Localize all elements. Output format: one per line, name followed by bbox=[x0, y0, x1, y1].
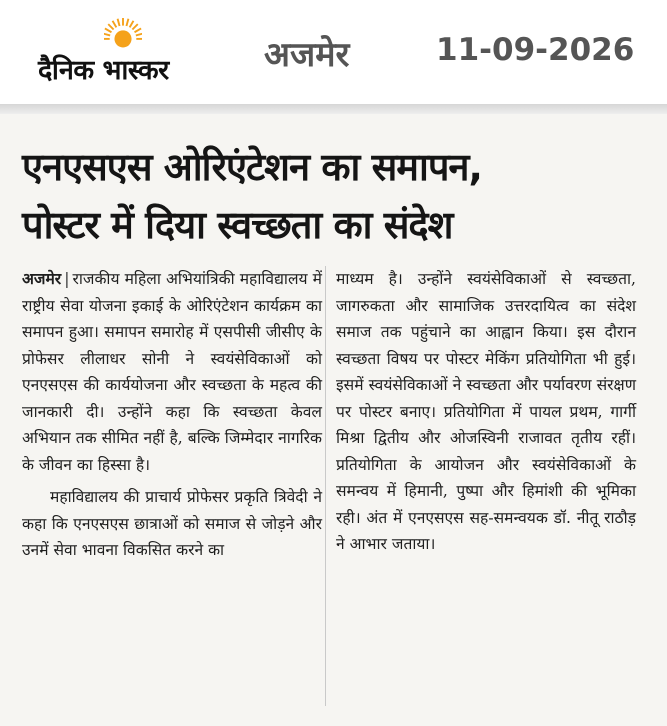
edition-date: 11-09-2026 bbox=[436, 32, 635, 68]
article-column-left bbox=[22, 266, 322, 564]
headline-line-2: पोस्टर में दिया स्वच्छता का संदेश bbox=[22, 203, 453, 247]
headline-line-1: एनएसएस ओरिएंटेशन का समापन, bbox=[22, 145, 482, 189]
article-headline bbox=[22, 138, 652, 254]
article-dateline: अजमेर bbox=[22, 269, 62, 288]
news-clipping bbox=[0, 114, 667, 726]
article-paragraph: महाविद्यालय की प्राचार्य प्रोफेसर प्रकृति त्रिवेदी ने कहा कि एनएसएस छात्राओं को समाज से जोड़ने और उनमें सेवा भावना विकसित करने का bbox=[22, 488, 322, 559]
paragraph-text: राजकीय महिला अभियांत्रिकी महाविद्यालय में राष्ट्रीय सेवा योजना इकाई के ओरिएंटेशन कार्यक्रम का समापन हुआ। समापन समारोह में एसपीसी जीसीए के प्रोफेसर लीलाधर सोनी ने स्वयंसेविकाओं को एनएसएस की कार्ययोजना और स्वच्छता के महत्व की जानकारी दी। उन्होंने कहा कि स्वच्छता केवल अभियान तक सीमित नहीं है, बल्कि जिम्मेदार नागरिक के जीवन का हिस्सा है। bbox=[22, 270, 322, 474]
newspaper-logo bbox=[38, 18, 218, 90]
article-paragraph bbox=[22, 266, 322, 478]
logo-wordmark: दैनिक भास्कर bbox=[38, 55, 169, 86]
edition-city: अजमेर bbox=[264, 35, 350, 75]
newspaper-header bbox=[0, 0, 667, 104]
column-separator bbox=[325, 266, 326, 706]
header-divider bbox=[0, 104, 667, 114]
article-column-right bbox=[336, 266, 636, 558]
article-paragraph: माध्यम है। उन्होंने स्वयंसेविकाओं से स्वच्छता, जागरुकता और सामाजिक उत्तरदायित्व का संदेश समाज तक पहुंचाने का आह्वान किया। इस दौरान स्वच्छता विषय पर पोस्टर मेकिंग प्रतियोगिता भी हुई। इसमें स्वयंसेविकाओं ने स्वच्छता और पर्यावरण संरक्षण पर पोस्टर बनाए। प्रतियोगिता में पायल प्रथम, गार्गी मिश्रा द्वितीय और ओजस्विनी राजावत तृतीय रहीं। प्रतियोगिता के आयोजन और स्वयंसेविकाओं के समन्वय में हिमानी, पुष्पा और हिमांशी की भूमिका रही। अंत में एनएसएस सह-समन्वयक डॉ. नीतू राठौड़ ने आभार जताया। bbox=[336, 270, 636, 553]
dateline-separator: | bbox=[64, 270, 70, 288]
